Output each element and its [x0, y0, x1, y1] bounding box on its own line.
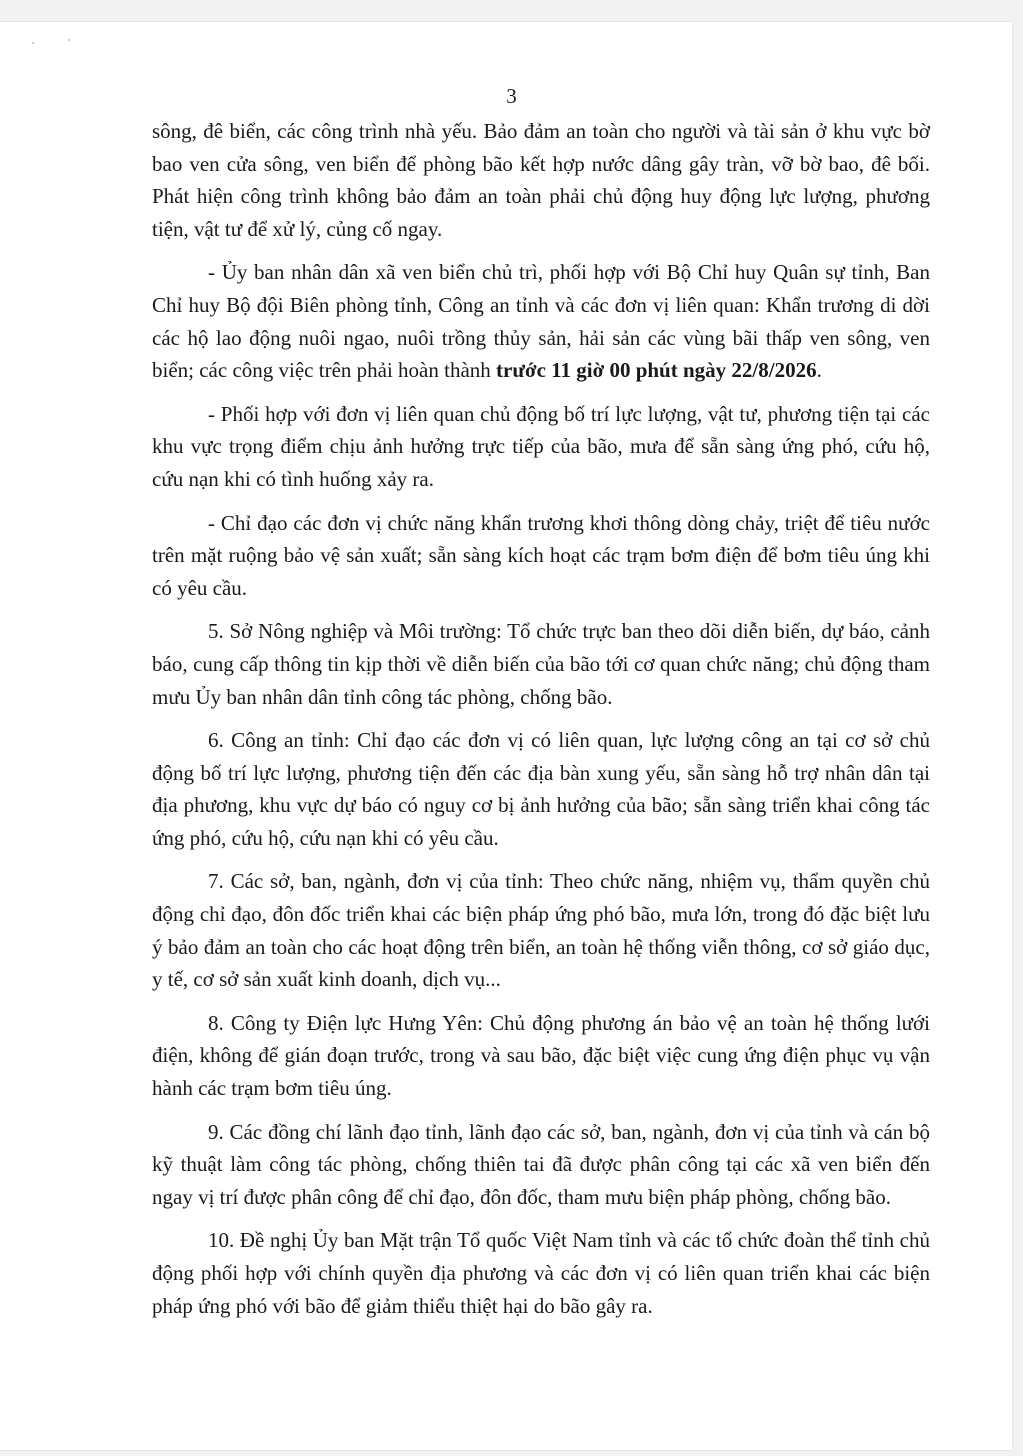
document-body	[152, 115, 930, 1333]
paragraph-continuation: sông, đê biển, các công trình nhà yếu. Bảo đảm an toàn cho người và tài sản ở khu vực bờ bao ven cửa sông, ven biển để phòng bão kết hợp nước dâng gây tràn, vỡ bờ bao, đê bối. Phát hiện công trình không bảo đảm an toàn phải chủ động huy động lực lượng, phương tiện, vật tư để xử lý, củng cố ngay.	[152, 119, 930, 241]
paragraph-item-10: 10. Đề nghị Ủy ban Mặt trận Tổ quốc Việt Nam tỉnh và các tổ chức đoàn thể tỉnh chủ động phối hợp với chính quyền địa phương và các đơn vị có liên quan triển khai các biện pháp ứng phó với bão để giảm thiểu thiệt hại do bão gây ra.	[152, 1228, 930, 1318]
paragraph-item-6: 6. Công an tỉnh: Chỉ đạo các đơn vị có liên quan, lực lượng công an tại cơ sở chủ động bố trí lực lượng, phương tiện đến các địa bàn xung yếu, sẵn sàng hỗ trợ nhân dân tại địa phương, khu vực dự báo có nguy cơ bị ảnh hưởng của bão; sẵn sàng triển khai công tác ứng phó, cứu hộ, cứu nạn khi có yêu cầu.	[152, 728, 930, 850]
deadline-bold: trước 11 giờ 00 phút ngày 22/8/2026	[496, 358, 817, 383]
paragraph-coastal-commune: - Ủy ban nhân dân xã ven biển chủ trì, phối hợp với Bộ Chỉ huy Quân sự tỉnh, Ban Chỉ huy Bộ đội Biên phòng tỉnh, Công an tỉnh và các đơn vị liên quan: Khẩn trương di dời các hộ lao động nuôi ngao, nuôi trồng thủy sản, hải sản các vùng bãi thấp ven sông, ven biển; các công việc trên phải hoàn thành trước 11 giờ 00 phút ngày 22/8/2026.	[152, 260, 930, 383]
paragraph-item-9: 9. Các đồng chí lãnh đạo tỉnh, lãnh đạo các sở, ban, ngành, đơn vị của tỉnh và cán bộ kỹ thuật làm công tác phòng, chống thiên tai đã được phân công tại các xã ven biển đến ngay vị trí được phân công để chỉ đạo, đôn đốc, tham mưu biện pháp phòng, chống bão.	[152, 1119, 930, 1209]
paragraph-coordination: - Phối hợp với đơn vị liên quan chủ động bố trí lực lượng, vật tư, phương tiện tại các khu vực trọng điểm chịu ảnh hưởng trực tiếp của bão, mưa để sẵn sàng ứng phó, cứu hộ, cứu nạn khi có tình huống xảy ra.	[152, 401, 930, 491]
scan-speck	[68, 39, 70, 41]
paragraph-drainage: - Chỉ đạo các đơn vị chức năng khẩn trương khơi thông dòng chảy, triệt để tiêu nước trên mặt ruộng bảo vệ sản xuất; sẵn sàng kích hoạt các trạm bơm điện để bơm tiêu úng khi có yêu cầu.	[152, 510, 930, 600]
paragraph-item-5: 5. Sở Nông nghiệp và Môi trường: Tổ chức trực ban theo dõi diễn biến, dự báo, cảnh báo, cung cấp thông tin kịp thời về diễn biến của bão tới cơ quan chức năng; chủ động tham mưu Ủy ban nhân dân tỉnh công tác phòng, chống bão.	[152, 619, 930, 709]
scan-speck	[32, 42, 34, 44]
page-number: 3	[506, 84, 517, 108]
paragraph-item-8: 8. Công ty Điện lực Hưng Yên: Chủ động phương án bảo vệ an toàn hệ thống lưới điện, không để gián đoạn trước, trong và sau bão, đặc biệt việc cung ứng điện phục vụ vận hành các trạm bơm tiêu úng.	[152, 1010, 930, 1101]
paragraph-item-7: 7. Các sở, ban, ngành, đơn vị của tỉnh: Theo chức năng, nhiệm vụ, thẩm quyền chủ động chỉ đạo, đôn đốc triển khai các biện pháp ứng phó bão, mưa lớn, trong đó đặc biệt lưu ý bảo đảm an toàn cho các hoạt động trên biển, an toàn hệ thống viễn thông, cơ sở giáo dục, y tế, cơ sở sản xuất kinh doanh, dịch vụ...	[152, 869, 930, 992]
